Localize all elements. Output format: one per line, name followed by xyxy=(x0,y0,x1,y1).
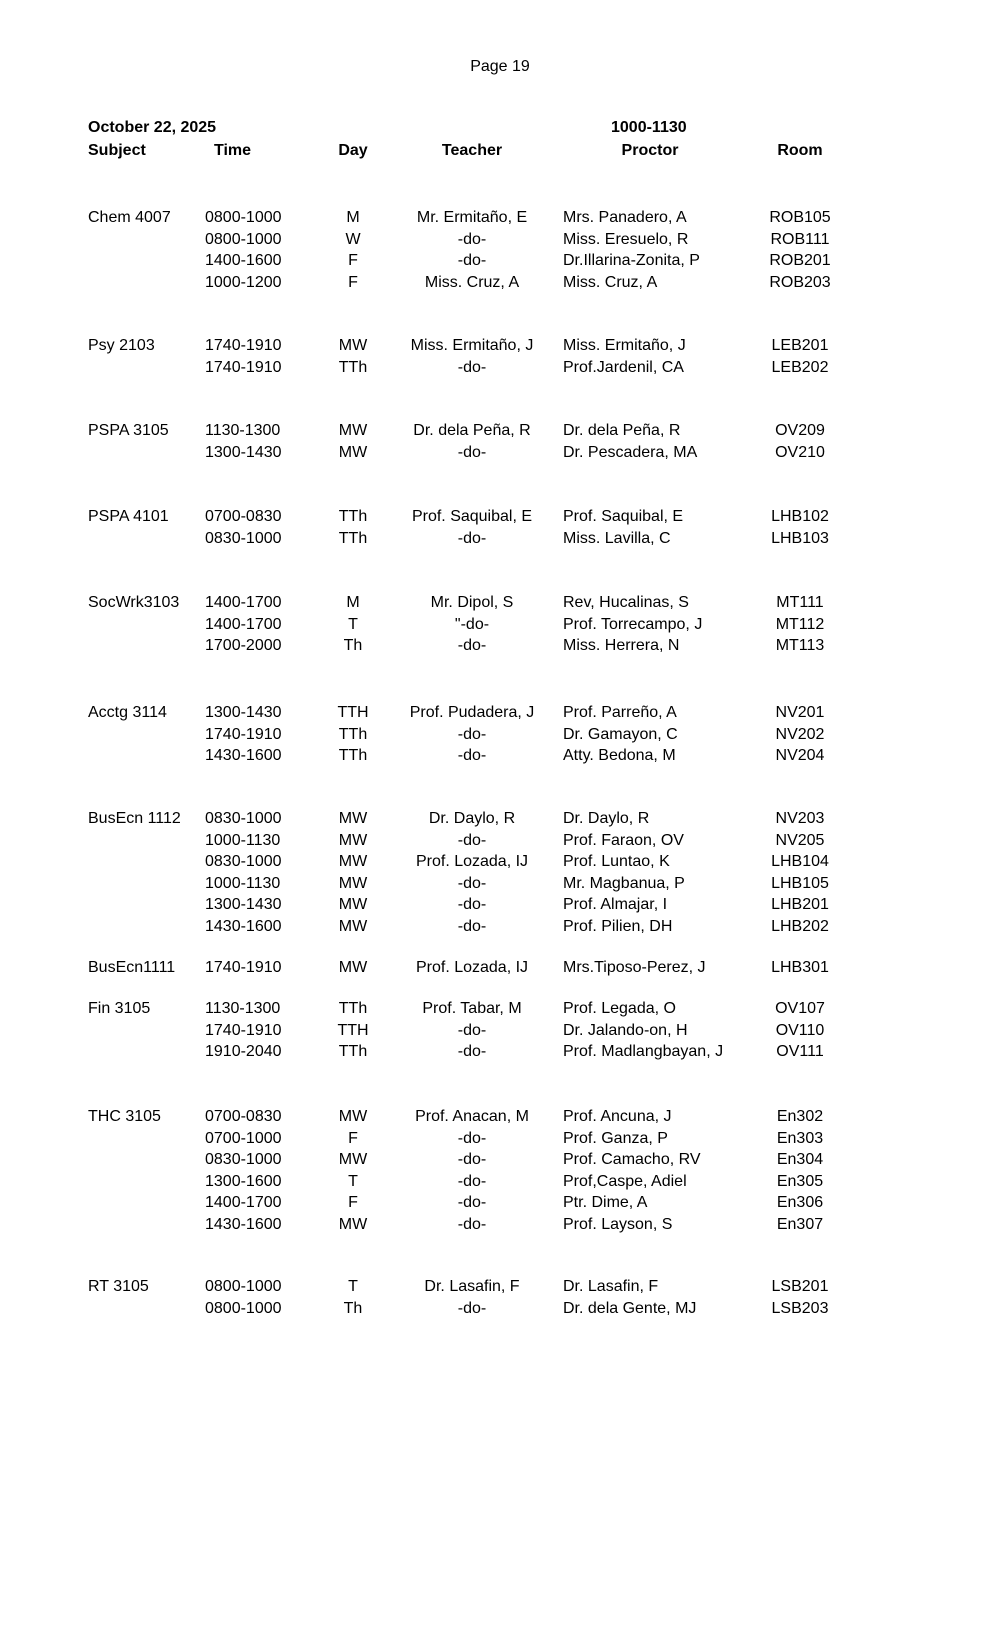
proctor-cell: Mrs. Panadero, A xyxy=(563,209,687,226)
room-cell: En307 xyxy=(776,1215,824,1233)
time-cell: 0700-0830 xyxy=(205,508,282,525)
time-cell: 1400-1700 xyxy=(205,1194,282,1211)
proctor-cell: Dr. Pescadera, MA xyxy=(563,443,698,461)
time-cell: 1300-1600 xyxy=(205,1172,282,1190)
day-cell: MW xyxy=(338,853,368,870)
teacher-cell: -do- xyxy=(457,1172,487,1190)
proctor-cell: Miss. Lavilla, C xyxy=(563,529,671,547)
teacher-cell: -do- xyxy=(457,917,487,935)
column-header-teacher: Teacher xyxy=(441,142,503,159)
time-cell: 1300-1430 xyxy=(205,896,282,913)
column-header-subject: Subject xyxy=(88,142,146,159)
day-cell: T xyxy=(348,1172,358,1190)
day-cell: MW xyxy=(338,917,368,935)
proctor-cell: Dr. Lasafin, F xyxy=(563,1278,659,1295)
table-row xyxy=(0,508,1000,530)
teacher-cell: -do- xyxy=(457,252,487,269)
day-cell: F xyxy=(348,273,358,291)
time-cell: 1300-1430 xyxy=(205,443,282,461)
day-cell: MW xyxy=(338,810,368,827)
time-cell: 0800-1000 xyxy=(205,230,282,248)
day-cell: MW xyxy=(338,422,368,439)
teacher-cell: -do- xyxy=(457,747,487,764)
time-cell: 0830-1000 xyxy=(205,853,282,870)
time-cell: 1000-1200 xyxy=(205,273,282,291)
exam-date: October 22, 2025 xyxy=(88,119,217,136)
table-row xyxy=(0,832,1000,854)
room-cell: ROB201 xyxy=(769,252,831,269)
table-row xyxy=(0,1108,1000,1130)
column-header-day: Day xyxy=(338,142,368,159)
table-row xyxy=(0,1022,1000,1044)
proctor-cell: Prof. Faraon, OV xyxy=(563,831,684,849)
day-cell: TTH xyxy=(337,1021,369,1039)
room-cell: En305 xyxy=(776,1172,824,1190)
table-row xyxy=(0,637,1000,659)
day-cell: TTh xyxy=(338,747,368,764)
day-cell: MW xyxy=(338,831,368,849)
time-cell: 0830-1000 xyxy=(205,1151,282,1168)
teacher-cell: -do- xyxy=(457,1043,487,1060)
subject-cell: THC 3105 xyxy=(88,1108,161,1125)
proctor-cell: Prof. Luntao, K xyxy=(563,853,670,870)
time-cell: 1130-1300 xyxy=(205,422,281,439)
room-cell: ROB105 xyxy=(769,209,831,226)
teacher-cell: Prof. Anacan, M xyxy=(415,1108,529,1125)
subject-block xyxy=(0,959,1000,981)
time-cell: 1740-1910 xyxy=(205,337,282,354)
room-cell: LEB201 xyxy=(771,337,829,354)
proctor-cell: Prof. Legada, O xyxy=(563,1000,676,1017)
table-row xyxy=(0,530,1000,552)
subject-cell: PSPA 4101 xyxy=(88,508,169,525)
column-header-proctor: Proctor xyxy=(621,142,679,159)
room-cell: OV209 xyxy=(775,422,825,439)
day-cell: TTh xyxy=(338,1000,368,1017)
table-row xyxy=(0,1300,1000,1322)
proctor-cell: Prof,Caspe, Adiel xyxy=(563,1172,687,1190)
room-cell: En306 xyxy=(776,1194,824,1211)
room-cell: NV202 xyxy=(775,725,825,743)
day-cell: MW xyxy=(338,1151,368,1168)
teacher-cell: -do- xyxy=(457,443,487,461)
day-cell: MW xyxy=(338,1108,368,1125)
time-cell: 1700-2000 xyxy=(205,637,282,654)
column-header-room: Room xyxy=(777,142,823,159)
time-cell: 0800-1000 xyxy=(205,1278,282,1295)
table-row xyxy=(0,959,1000,981)
subject-block xyxy=(0,704,1000,769)
table-row xyxy=(0,747,1000,769)
room-cell: ROB111 xyxy=(770,230,830,248)
room-cell: MT111 xyxy=(776,594,824,611)
time-cell: 1130-1300 xyxy=(205,1000,281,1017)
subject-block xyxy=(0,337,1000,380)
table-row xyxy=(0,1216,1000,1238)
proctor-cell: Prof. Torrecampo, J xyxy=(563,615,703,633)
column-header-time: Time xyxy=(214,142,252,159)
time-cell: 1300-1430 xyxy=(205,704,282,721)
teacher-cell: -do- xyxy=(457,1215,487,1233)
day-cell: M xyxy=(346,594,360,611)
proctor-cell: Prof. Parreño, A xyxy=(563,704,677,721)
day-cell: TTh xyxy=(338,358,368,376)
time-cell: 1430-1600 xyxy=(205,1215,282,1233)
room-cell: NV204 xyxy=(775,747,825,764)
teacher-cell: -do- xyxy=(457,1151,487,1168)
time-cell: 0830-1000 xyxy=(205,529,282,547)
proctor-cell: Dr. Daylo, R xyxy=(563,810,650,827)
room-cell: LHB105 xyxy=(771,874,829,892)
room-cell: LEB202 xyxy=(771,358,829,376)
subject-block xyxy=(0,810,1000,939)
table-row xyxy=(0,444,1000,466)
table-row xyxy=(0,1278,1000,1300)
proctor-cell: Miss. Herrera, N xyxy=(563,637,680,654)
time-cell: 1400-1700 xyxy=(205,594,282,611)
teacher-cell: -do- xyxy=(457,725,487,743)
room-cell: LHB104 xyxy=(771,853,829,870)
subject-cell: BusEcn1111 xyxy=(88,959,176,976)
teacher-cell: Prof. Lozada, IJ xyxy=(415,959,529,976)
proctor-cell: Miss. Eresuelo, R xyxy=(563,230,689,248)
teacher-cell: Prof. Tabar, M xyxy=(422,1000,522,1017)
day-cell: TTH xyxy=(337,704,369,721)
day-cell: MW xyxy=(338,896,368,913)
time-cell: 1000-1130 xyxy=(205,831,281,849)
proctor-cell: Prof. Ancuna, J xyxy=(563,1108,672,1125)
time-cell: 1740-1910 xyxy=(205,725,282,743)
teacher-cell: Prof. Saquibal, E xyxy=(411,508,533,525)
table-row xyxy=(0,1000,1000,1022)
proctor-cell: Dr. Gamayon, C xyxy=(563,725,678,743)
table-row xyxy=(0,810,1000,832)
room-cell: OV107 xyxy=(775,1000,825,1017)
room-cell: MT112 xyxy=(775,615,825,633)
time-cell: 1430-1600 xyxy=(205,917,282,935)
proctor-cell: Dr. Jalando-on, H xyxy=(563,1021,688,1039)
room-cell: OV110 xyxy=(775,1021,825,1039)
day-cell: TTh xyxy=(338,529,368,547)
table-row xyxy=(0,594,1000,616)
teacher-cell: Prof. Pudadera, J xyxy=(409,704,535,721)
teacher-cell: -do- xyxy=(457,637,487,654)
subject-cell: Psy 2103 xyxy=(88,337,155,354)
table-row xyxy=(0,1173,1000,1195)
room-cell: En302 xyxy=(776,1108,824,1125)
room-cell: LSB201 xyxy=(771,1278,829,1295)
table-row xyxy=(0,853,1000,875)
table-row xyxy=(0,209,1000,231)
table-row xyxy=(0,231,1000,253)
subject-cell: PSPA 3105 xyxy=(88,422,169,439)
teacher-cell: Mr. Ermitaño, E xyxy=(416,209,528,226)
subject-cell: RT 3105 xyxy=(88,1278,149,1295)
room-cell: LHB103 xyxy=(771,529,829,547)
room-cell: LHB201 xyxy=(771,896,829,913)
proctor-cell: Rev, Hucalinas, S xyxy=(563,594,689,611)
table-row xyxy=(0,918,1000,940)
time-cell: 1740-1910 xyxy=(205,1021,282,1039)
proctor-cell: Miss. Cruz, A xyxy=(563,273,658,291)
proctor-cell: Prof. Camacho, RV xyxy=(563,1151,701,1168)
room-cell: LHB102 xyxy=(771,508,829,525)
time-cell: 1430-1600 xyxy=(205,747,282,764)
proctor-cell: Atty. Bedona, M xyxy=(563,747,676,764)
proctor-cell: Dr. dela Peña, R xyxy=(563,422,681,439)
teacher-cell: -do- xyxy=(457,1194,487,1211)
teacher-cell: -do- xyxy=(457,230,487,248)
time-slot: 1000-1130 xyxy=(611,119,687,136)
time-cell: 1910-2040 xyxy=(205,1043,282,1060)
day-cell: Th xyxy=(343,637,363,654)
room-cell: NV201 xyxy=(775,704,825,721)
day-cell: TTh xyxy=(338,725,368,743)
teacher-cell: -do- xyxy=(457,529,487,547)
proctor-cell: Miss. Ermitaño, J xyxy=(563,337,686,354)
day-cell: MW xyxy=(338,1215,368,1233)
day-cell: TTh xyxy=(338,1043,368,1060)
teacher-cell: -do- xyxy=(457,896,487,913)
subject-block xyxy=(0,209,1000,295)
proctor-cell: Dr.Illarina-Zonita, P xyxy=(563,252,700,269)
table-row xyxy=(0,704,1000,726)
teacher-cell: Dr. Lasafin, F xyxy=(424,1278,520,1295)
room-cell: OV111 xyxy=(776,1043,824,1060)
day-cell: T xyxy=(348,1278,358,1295)
table-row xyxy=(0,616,1000,638)
proctor-cell: Mrs.Tiposo-Perez, J xyxy=(563,959,706,976)
proctor-cell: Dr. dela Gente, MJ xyxy=(563,1299,697,1317)
teacher-cell: Miss. Ermitaño, J xyxy=(410,337,534,354)
proctor-cell: Prof. Madlangbayan, J xyxy=(563,1043,724,1060)
room-cell: LHB202 xyxy=(771,917,829,935)
table-row xyxy=(0,1043,1000,1065)
day-cell: MW xyxy=(338,443,368,461)
day-cell: F xyxy=(348,1194,358,1211)
time-cell: 0830-1000 xyxy=(205,810,282,827)
teacher-cell: Miss. Cruz, A xyxy=(424,273,520,291)
time-cell: 0800-1000 xyxy=(205,1299,282,1317)
subject-block xyxy=(0,1108,1000,1237)
day-cell: W xyxy=(345,230,361,248)
day-cell: TTh xyxy=(338,508,368,525)
proctor-cell: Prof.Jardenil, CA xyxy=(563,358,684,376)
table-row xyxy=(0,337,1000,359)
time-cell: 0700-1000 xyxy=(205,1129,282,1147)
time-cell: 1740-1910 xyxy=(205,358,282,376)
table-row xyxy=(0,1194,1000,1216)
teacher-cell: -do- xyxy=(457,874,487,892)
room-cell: ROB203 xyxy=(769,273,831,291)
proctor-cell: Prof. Pilien, DH xyxy=(563,917,673,935)
table-row xyxy=(0,359,1000,381)
teacher-cell: Dr. Daylo, R xyxy=(428,810,516,827)
day-cell: T xyxy=(348,615,358,633)
day-cell: MW xyxy=(338,337,368,354)
teacher-cell: Mr. Dipol, S xyxy=(430,594,514,611)
subject-block xyxy=(0,1000,1000,1065)
day-cell: M xyxy=(346,209,360,226)
subject-cell: Fin 3105 xyxy=(88,1000,151,1017)
page-number: Page 19 xyxy=(470,58,530,75)
proctor-cell: Mr. Magbanua, P xyxy=(563,874,685,892)
table-row xyxy=(0,1151,1000,1173)
subject-block xyxy=(0,508,1000,551)
teacher-cell: Prof. Lozada, IJ xyxy=(415,853,529,870)
room-cell: OV210 xyxy=(775,443,825,461)
time-cell: 1000-1130 xyxy=(205,874,281,892)
table-row xyxy=(0,726,1000,748)
room-cell: NV205 xyxy=(775,831,825,849)
teacher-cell: "-do- xyxy=(454,615,490,633)
subject-cell: Chem 4007 xyxy=(88,209,171,226)
table-row xyxy=(0,1130,1000,1152)
room-cell: En303 xyxy=(776,1129,824,1147)
subject-block xyxy=(0,422,1000,465)
subject-cell: BusEcn 1112 xyxy=(88,810,181,827)
room-cell: NV203 xyxy=(775,810,825,827)
day-cell: F xyxy=(348,252,358,269)
table-row xyxy=(0,252,1000,274)
table-row xyxy=(0,274,1000,296)
time-cell: 1400-1700 xyxy=(205,615,282,633)
subject-cell: Acctg 3114 xyxy=(88,704,167,721)
teacher-cell: -do- xyxy=(457,1129,487,1147)
day-cell: MW xyxy=(338,959,368,976)
subject-block xyxy=(0,594,1000,659)
proctor-cell: Prof. Almajar, I xyxy=(563,896,668,913)
time-cell: 0800-1000 xyxy=(205,209,282,226)
table-row xyxy=(0,422,1000,444)
teacher-cell: -do- xyxy=(457,831,487,849)
teacher-cell: -do- xyxy=(457,358,487,376)
time-cell: 1400-1600 xyxy=(205,252,282,269)
subject-block xyxy=(0,1278,1000,1321)
teacher-cell: -do- xyxy=(457,1299,487,1317)
proctor-cell: Ptr. Dime, A xyxy=(563,1194,648,1211)
room-cell: LHB301 xyxy=(771,959,829,976)
subject-cell: SocWrk3103 xyxy=(88,594,180,611)
proctor-cell: Prof. Ganza, P xyxy=(563,1129,668,1147)
teacher-cell: Dr. dela Peña, R xyxy=(413,422,531,439)
room-cell: LSB203 xyxy=(771,1299,829,1317)
proctor-cell: Prof. Saquibal, E xyxy=(563,508,684,525)
room-cell: En304 xyxy=(776,1151,824,1168)
day-cell: Th xyxy=(343,1299,363,1317)
room-cell: MT113 xyxy=(775,637,825,654)
time-cell: 0700-0830 xyxy=(205,1108,282,1125)
table-row xyxy=(0,875,1000,897)
table-row xyxy=(0,896,1000,918)
day-cell: MW xyxy=(338,874,368,892)
time-cell: 1740-1910 xyxy=(205,959,282,976)
teacher-cell: -do- xyxy=(457,1021,487,1039)
proctor-cell: Prof. Layson, S xyxy=(563,1215,673,1233)
day-cell: F xyxy=(348,1129,358,1147)
